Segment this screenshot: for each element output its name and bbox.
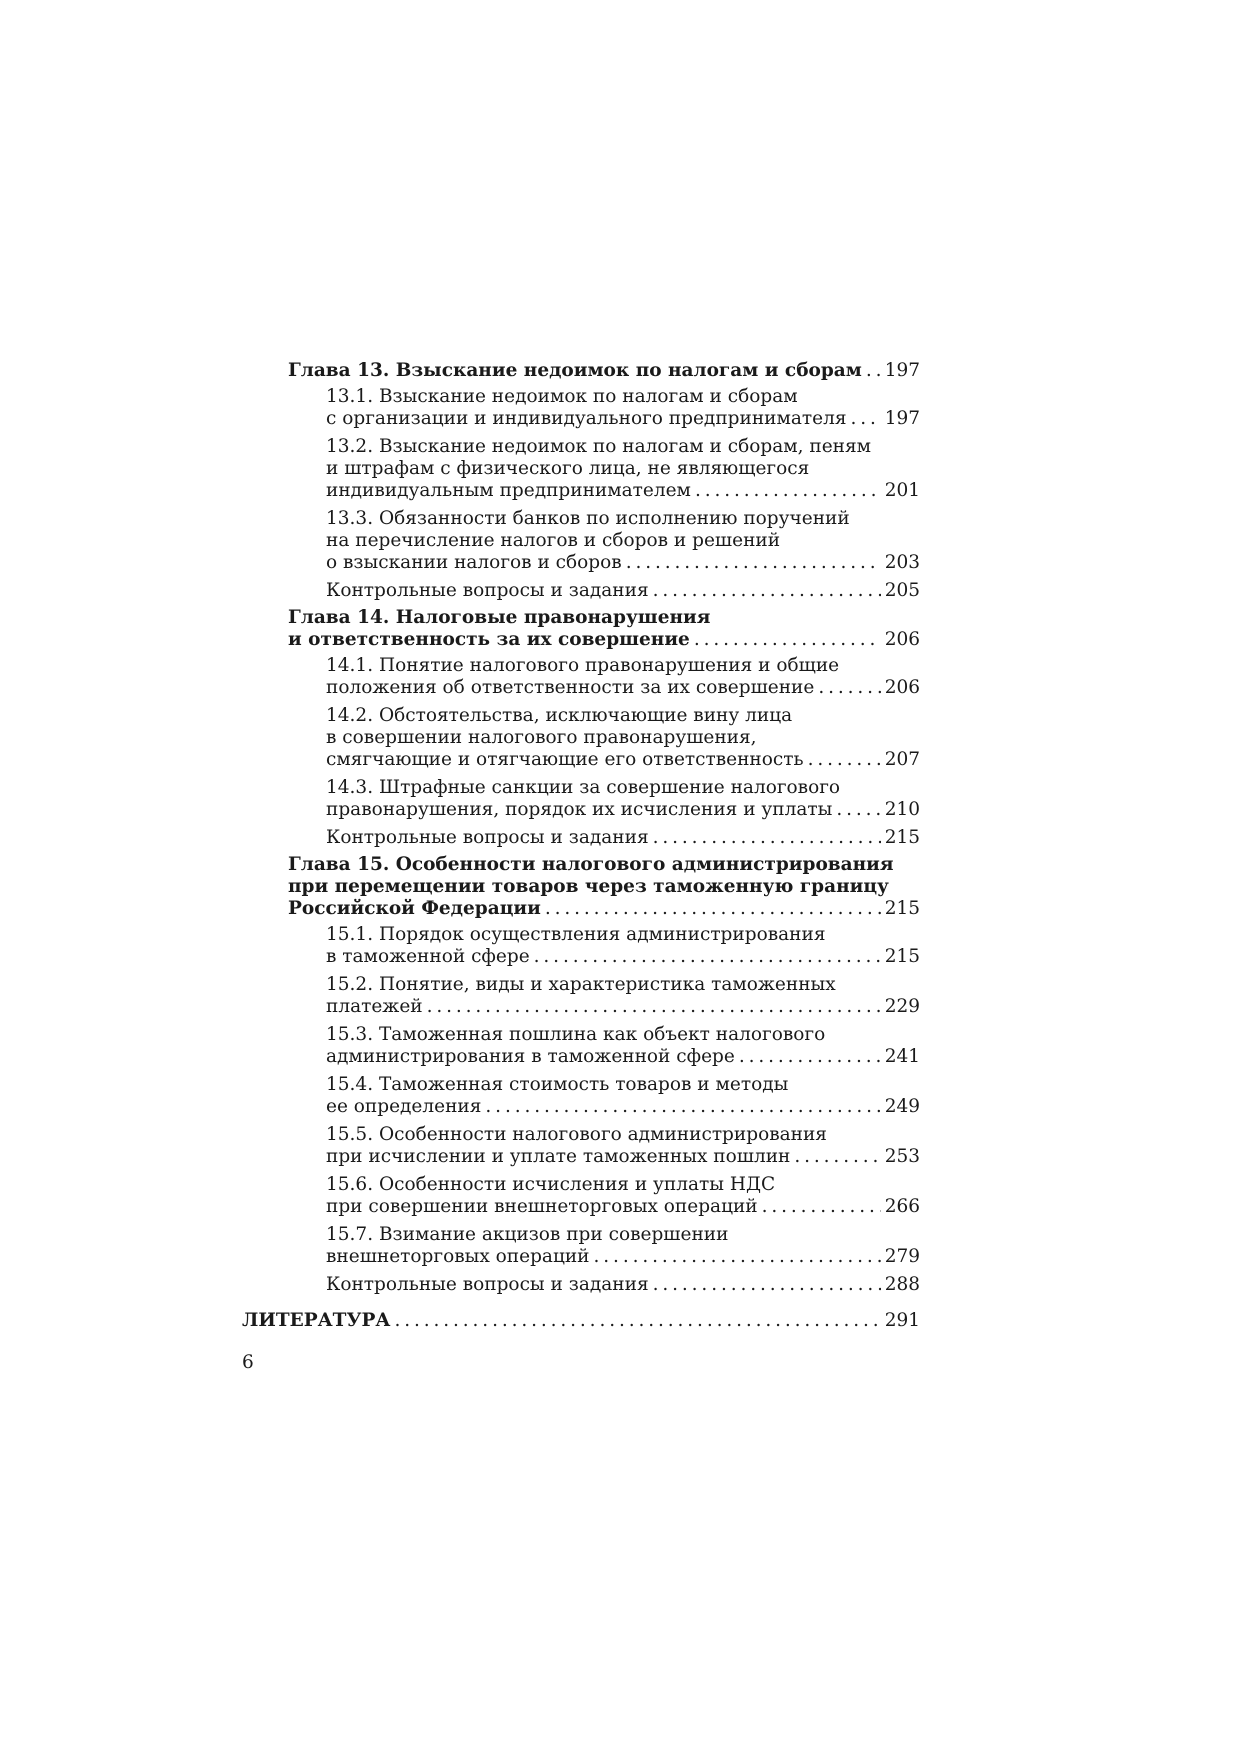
toc-section-page: 197 <box>884 408 920 429</box>
toc-section[interactable] <box>326 1024 920 1068</box>
toc-section-text: при совершении внешнеторговых операций <box>326 1196 758 1217</box>
toc-section-text: 15.5. Особенности налогового администрирования <box>326 1124 827 1145</box>
toc-section-text: 14.3. Штрафные санкции за совершение налогового <box>326 777 841 798</box>
toc-section[interactable] <box>326 705 920 771</box>
toc-section-text: внешнеторговых операций <box>326 1246 590 1267</box>
toc-section-text: с организации и индивидуального предпринимателя <box>326 408 847 429</box>
toc-section-text: платежей <box>326 996 423 1017</box>
leader-dots <box>427 996 881 1018</box>
toc-section-text: положения об ответственности за их совершение <box>326 677 815 698</box>
toc-section[interactable] <box>326 974 920 1018</box>
chapter-title-text: Глава 14. Налоговые правонарушения <box>288 607 711 628</box>
toc-section-page: 266 <box>884 1196 920 1217</box>
toc-section-text: Контрольные вопросы и задания <box>326 1274 649 1295</box>
page-number: 6 <box>242 1352 254 1373</box>
toc-section-text: 14.2. Обстоятельства, исключающие вину лица <box>326 705 793 726</box>
toc-section-text: 14.1. Понятие налогового правонарушения и общие <box>326 655 840 676</box>
toc-section-page: 210 <box>884 799 920 820</box>
leader-dots <box>594 1246 881 1268</box>
toc-section-text: ее определения <box>326 1096 482 1117</box>
leader-dots <box>653 827 881 849</box>
toc-section-page: 253 <box>884 1146 920 1167</box>
toc-section-page: 206 <box>884 677 920 698</box>
toc-section[interactable] <box>326 924 920 968</box>
toc-section-text: 13.3. Обязанности банков по исполнению поручений <box>326 508 850 529</box>
toc-section-page: 279 <box>884 1246 920 1267</box>
chapter-title-page: 215 <box>884 898 920 919</box>
chapter-title-text: Российской Федерации <box>288 898 541 919</box>
toc-chapter <box>288 360 920 602</box>
toc-chapter <box>288 854 920 1296</box>
leader-dots <box>534 946 881 968</box>
toc-section-text: 15.1. Порядок осуществления администрирования <box>326 924 826 945</box>
toc-section-text: 13.1. Взыскание недоимок по налогам и сборам <box>326 386 798 407</box>
toc-section[interactable] <box>326 1074 920 1118</box>
toc-section-text: в таможенной сфере <box>326 946 530 967</box>
toc-section-text: 15.4. Таможенная стоимость товаров и методы <box>326 1074 789 1095</box>
chapter-title-text: и ответственность за их совершение <box>288 629 690 650</box>
toc-section-text: при исчислении и уплате таможенных пошлин <box>326 1146 791 1167</box>
table-of-contents <box>288 360 920 1296</box>
toc-section-text: правонарушения, порядок их исчисления и уплаты <box>326 799 833 820</box>
chapter-title-text: Глава 13. Взыскание недоимок по налогам и сборам <box>288 360 862 381</box>
literature-page: 291 <box>884 1310 920 1331</box>
leader-dots <box>762 1196 881 1218</box>
toc-section-page: 215 <box>884 827 920 848</box>
toc-chapter <box>288 607 920 849</box>
leader-dots <box>545 898 881 920</box>
leader-dots <box>394 1310 880 1332</box>
toc-section[interactable] <box>326 827 920 849</box>
toc-section-text: о взыскании налогов и сборов <box>326 552 622 573</box>
toc-section[interactable] <box>326 1174 920 1218</box>
toc-section[interactable] <box>326 1274 920 1296</box>
leader-dots <box>866 360 881 382</box>
leader-dots <box>739 1046 881 1068</box>
leader-dots <box>694 629 881 651</box>
chapter-title[interactable] <box>288 360 920 382</box>
leader-dots <box>794 1146 880 1168</box>
chapter-title[interactable] <box>288 607 920 651</box>
toc-section-text: 15.7. Взимание акцизов при совершении <box>326 1224 729 1245</box>
toc-section[interactable] <box>326 655 920 699</box>
literature-title: ЛИТЕРАТУРА <box>242 1310 391 1331</box>
chapter-title-text: при перемещении товаров через таможенную границу <box>288 876 889 897</box>
literature-entry[interactable] <box>242 1310 920 1332</box>
chapter-title-text: Глава 15. Особенности налогового администрирования <box>288 854 894 875</box>
toc-section-text: и штрафам с физического лица, не являющегося <box>326 458 810 479</box>
toc-section-page: 203 <box>884 552 920 573</box>
toc-section[interactable] <box>326 777 920 821</box>
toc-section-page: 229 <box>884 996 920 1017</box>
leader-dots <box>695 480 881 502</box>
toc-section-page: 241 <box>884 1046 920 1067</box>
toc-section-page: 215 <box>884 946 920 967</box>
toc-section-page: 205 <box>884 580 920 601</box>
leader-dots <box>851 408 881 430</box>
toc-section-page: 201 <box>884 480 920 501</box>
leader-dots <box>626 552 881 574</box>
leader-dots <box>485 1096 880 1118</box>
toc-section[interactable] <box>326 386 920 430</box>
toc-section-text: 15.6. Особенности исчисления и уплаты НДС <box>326 1174 776 1195</box>
toc-section-text: 13.2. Взыскание недоимок по налогам и сборам, пеням <box>326 436 872 457</box>
chapter-title-page: 197 <box>884 360 920 381</box>
toc-section[interactable] <box>326 580 920 602</box>
toc-section[interactable] <box>326 436 920 502</box>
toc-section-text: в совершении налогового правонарушения, <box>326 727 757 748</box>
toc-section-page: 288 <box>884 1274 920 1295</box>
chapter-title[interactable] <box>288 854 920 920</box>
leader-dots <box>808 749 881 771</box>
toc-section-text: 15.2. Понятие, виды и характеристика таможенных <box>326 974 836 995</box>
toc-section-text: смягчающие и отягчающие его ответственность <box>326 749 804 770</box>
leader-dots <box>818 677 880 699</box>
toc-section-text: индивидуальным предпринимателем <box>326 480 691 501</box>
toc-section[interactable] <box>326 508 920 574</box>
toc-section-text: Контрольные вопросы и задания <box>326 580 649 601</box>
leader-dots <box>836 799 880 821</box>
toc-section-page: 207 <box>884 749 920 770</box>
toc-section-text: 15.3. Таможенная пошлина как объект налогового <box>326 1024 826 1045</box>
toc-section[interactable] <box>326 1124 920 1168</box>
toc-section-text: Контрольные вопросы и задания <box>326 827 649 848</box>
chapter-title-page: 206 <box>884 629 920 650</box>
toc-section[interactable] <box>326 1224 920 1268</box>
toc-section-text: на перечисление налогов и сборов и решений <box>326 530 781 551</box>
toc-section-page: 249 <box>884 1096 920 1117</box>
leader-dots <box>653 1274 881 1296</box>
toc-section-text: администрирования в таможенной сфере <box>326 1046 735 1067</box>
leader-dots <box>653 580 881 602</box>
